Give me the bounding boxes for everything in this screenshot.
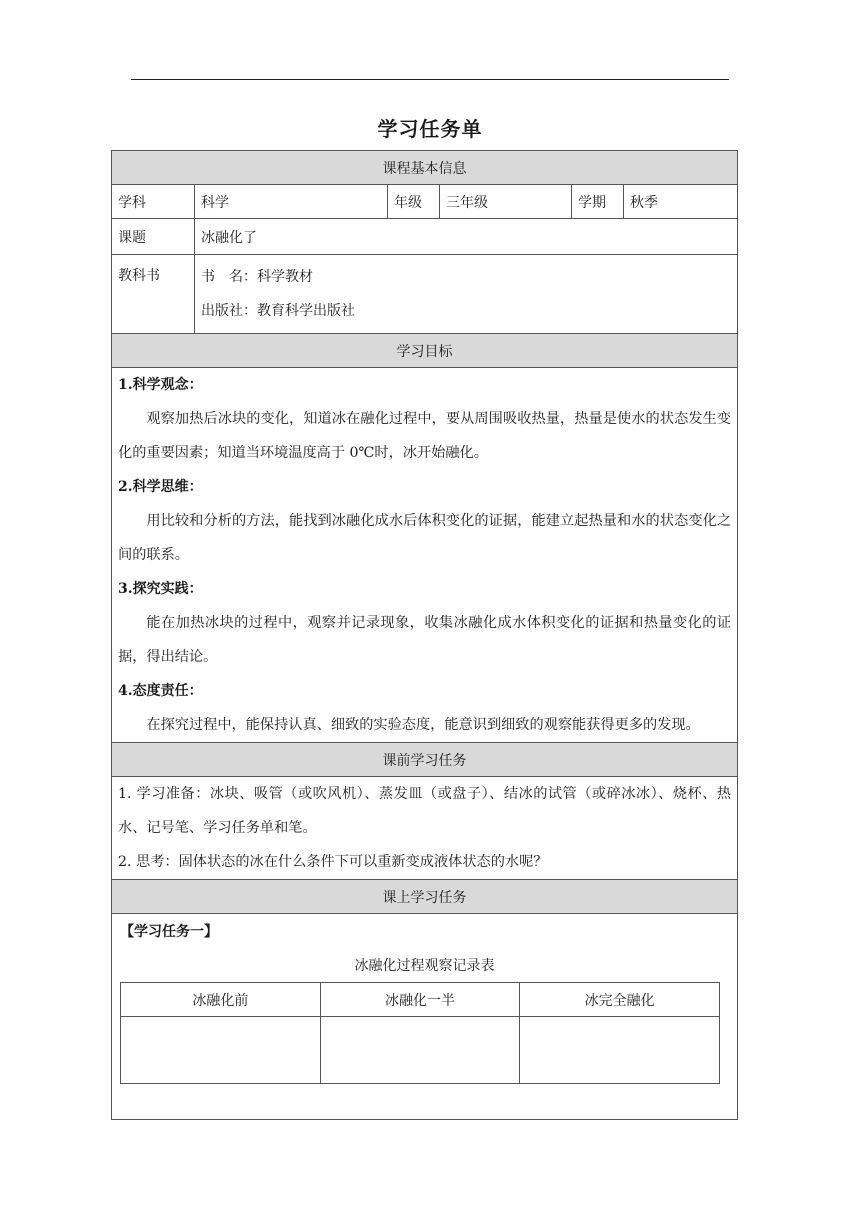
- record-cell-half[interactable]: [320, 1017, 520, 1084]
- goal-heading: 1.科学观念：: [118, 377, 203, 393]
- publisher: 出版社：教育科学出版社: [201, 303, 355, 319]
- section-class-tasks: 课上学习任务: [112, 880, 738, 914]
- subject-label: 学科: [112, 185, 195, 219]
- goal-heading: 4.态度责任：: [118, 683, 203, 699]
- grade-value: 三年级: [440, 185, 572, 219]
- textbook-label: 教科书: [112, 255, 195, 334]
- section-basic-info: 课程基本信息: [112, 151, 738, 185]
- grade-label: 年级: [388, 185, 440, 219]
- pre-task-item: 1. 学习准备：冰块、吸管（或吹风机）、蒸发皿（或盘子）、结冰的试管（或碎冰冰）、烧杯、热水、记号笔、学习任务单和笔。: [118, 786, 732, 836]
- section-goals: 学习目标: [112, 334, 738, 368]
- task-heading: 【学习任务一】: [120, 924, 218, 940]
- column-header: 冰融化前: [121, 983, 321, 1017]
- record-cell-full[interactable]: [520, 1017, 720, 1084]
- task-sheet-table: [111, 150, 738, 1120]
- pre-tasks-cell: [112, 777, 738, 880]
- observation-record-table: [120, 982, 720, 1084]
- column-header: 冰融化一半: [320, 983, 520, 1017]
- class-task-cell: [112, 914, 738, 1120]
- goal-body: 能在加热冰块的过程中，观察并记录现象，收集冰融化成水体积变化的证据和热量变化的证据，得出结论。: [118, 615, 732, 665]
- book-name: 书 名：科学教材: [201, 269, 313, 285]
- topic-label: 课题: [112, 219, 195, 255]
- goal-body: 在探究过程中，能保持认真、细致的实验态度，能意识到细致的观察能获得更多的发现。: [146, 717, 700, 733]
- goal-heading: 3.探究实践：: [118, 581, 203, 597]
- goals-cell: [112, 368, 738, 743]
- pre-task-item: 2. 思考：固体状态的冰在什么条件下可以重新变成液体状态的水呢？: [118, 854, 548, 870]
- subject-value: 科学: [195, 185, 388, 219]
- record-cell-before[interactable]: [121, 1017, 321, 1084]
- term-value: 秋季: [624, 185, 738, 219]
- record-table-caption: 冰融化过程观察记录表: [354, 958, 495, 974]
- document-title: 学习任务单: [377, 117, 483, 141]
- goal-heading: 2.科学思维：: [118, 479, 203, 495]
- header-rule: [131, 79, 729, 80]
- section-pre-tasks: 课前学习任务: [112, 743, 738, 777]
- textbook-info: [195, 255, 738, 334]
- goal-body: 用比较和分析的方法，能找到冰融化成水后体积变化的证据，能建立起热量和水的状态变化之间的联系。: [118, 513, 732, 563]
- topic-value: 冰融化了: [195, 219, 738, 255]
- goal-body: 观察加热后冰块的变化，知道冰在融化过程中，要从周围吸收热量，热量是使水的状态发生变化的重要因素；知道当环境温度高于 0℃时，冰开始融化。: [118, 411, 732, 461]
- column-header: 冰完全融化: [520, 983, 720, 1017]
- term-label: 学期: [572, 185, 624, 219]
